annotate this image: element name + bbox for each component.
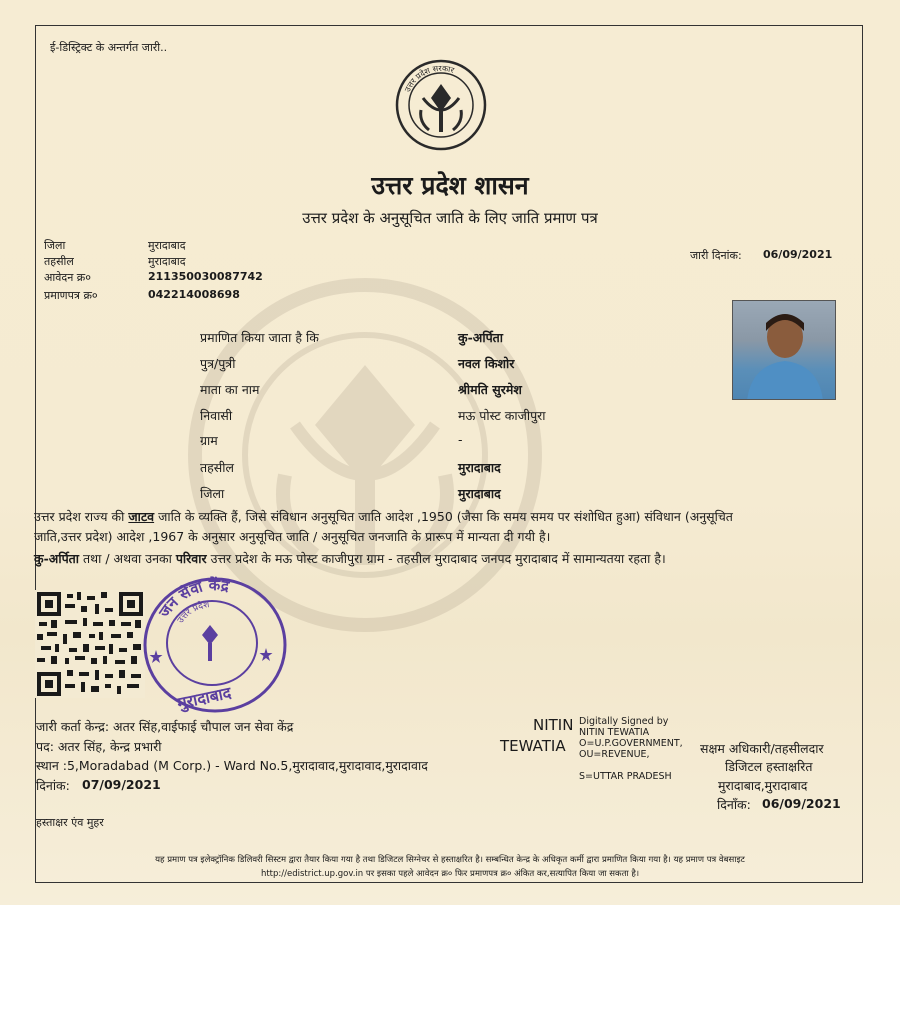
footer-note-line-2: http://edistrict.up.gov.in पर इसका पहले आवेदन क्र० फिर प्रमाणपत्र क्र० अंकित कर,सत्यापित किया जा सकता है। <box>260 869 640 879</box>
detail-value-village: - <box>458 432 463 447</box>
certificate-title: उत्तर प्रदेश शासन <box>371 171 529 200</box>
up-government-emblem <box>391 58 491 153</box>
detail-value-district: मुरादाबाद <box>458 486 501 501</box>
tehsil-label: तहसील <box>44 255 74 268</box>
signer-name-line-1: NITIN <box>533 716 574 734</box>
digital-signature-details <box>579 716 683 782</box>
detail-value-resident: मऊ पोस्ट काजीपुरा <box>458 408 546 423</box>
tehsil-value: मुरादाबाद <box>148 255 186 268</box>
svg-text:उत्तर प्रदेश सरकार <box>403 64 456 93</box>
header-note: ई-डिस्ट्रिक्ट के अन्तर्गत जारी.. <box>50 41 168 54</box>
application-number: 211350030087742 <box>148 270 263 283</box>
certificate-body-line-1 <box>34 507 834 527</box>
authority-date: 06/09/2021 <box>762 796 841 811</box>
authority-digital-sign: डिजिटल हस्ताक्षरित <box>725 759 813 774</box>
issuing-center: जारी कर्ता केन्द्र: अतर सिंह,वाईफाई चौपाल जन सेवा केंद्र <box>36 719 294 734</box>
certificate-body-line-3 <box>34 549 834 569</box>
authority-title: सक्षम अधिकारी/तहसीलदार <box>700 741 824 756</box>
issuer-place: स्थान :5,Moradabad (M Corp.) - Ward No.5,मुरादावाद,मुरादावाद,मुरादावाद <box>36 758 428 773</box>
signature-seal-label: हस्ताक्षर एंव मुहर <box>36 816 104 829</box>
issuer-post: पद: अतर सिंह, केन्द्र प्रभारी <box>36 739 162 754</box>
detail-value-tehsil: मुरादाबाद <box>458 460 501 475</box>
certificate-number: 042214008698 <box>148 288 240 301</box>
jan-seva-kendra-seal <box>140 573 290 718</box>
sig-line: NITIN TEWATIA <box>579 727 650 738</box>
emblem-text: उत्तर प्रदेश सरकार <box>402 63 456 94</box>
authority-date-label: दिनाँक: <box>717 797 751 812</box>
body-text: तथा / अथवा उनका <box>79 551 176 566</box>
issuer-date-label: दिनांक: <box>36 778 70 793</box>
sig-line: OU=REVENUE, <box>579 749 650 760</box>
body-text: जाति के व्यक्ति हैं, जिसे संविधान अनुसूचित जाति आदेश ,1950 (जैसा कि समय समय पर संशोधित हुआ) संविधान (अनुसूचित <box>154 509 733 524</box>
detail-label-resident: निवासी <box>200 408 233 423</box>
body-text: उत्तर प्रदेश के मऊ पोस्ट काजीपुरा ग्राम - तहसील मुरादाबाद जनपद मुरादाबाद में सामान्यतया रहता है। <box>206 551 666 566</box>
detail-label-district: जिला <box>200 486 225 501</box>
seal-inner-text: उत्तर प्रदेश <box>175 600 211 626</box>
certificate-body-line-2: जाति,उत्तर प्रदेश) आदेश ,1967 के अनुसार अनुसूचित जाति / अनुसूचित जनजाति के प्रारूप में मान्यता दी गयी है। <box>34 529 551 544</box>
family-word: परिवार <box>175 551 207 566</box>
issue-date-label: जारी दिनांक: <box>690 249 742 262</box>
detail-value-father: नवल किशोर <box>458 356 515 371</box>
footer-note-line-1: यह प्रमाण पत्र इलेक्ट्रॉनिक डिलिवरी सिस्टम द्वारा तैयार किया गया है तथा डिजिटल सिग्नेचर से हस्ताक्षरित है। सम्बन्धित केन्द्र के अधिकृत कर्मी द्वारा प्रमाणित किया गया है। यह प्रमाण पत्र वेबसाइट <box>155 855 745 865</box>
certificate-number-label: प्रमाणपत्र क्र० <box>44 289 98 302</box>
sig-line: S=UTTAR PRADESH <box>579 771 672 782</box>
detail-label-tehsil: तहसील <box>200 460 234 475</box>
detail-label-son-daughter: पुत्र/पुत्री <box>200 356 236 371</box>
signer-name-line-2: TEWATIA <box>500 737 566 755</box>
caste-name: जाटव <box>128 509 155 524</box>
certificate-subtitle: उत्तर प्रदेश के अनुसूचित जाति के लिए जाति प्रमाण पत्र <box>302 209 598 227</box>
applicant-photo <box>732 300 836 400</box>
issuer-date: 07/09/2021 <box>82 777 161 792</box>
district-value: मुरादाबाद <box>148 239 186 252</box>
authority-place: मुरादाबाद,मुरादाबाद <box>718 778 808 793</box>
detail-label-mother: माता का नाम <box>200 382 260 397</box>
sig-line <box>579 760 683 771</box>
detail-value-name: कु-अर्पिता <box>458 330 504 345</box>
detail-label-village: ग्राम <box>200 433 218 448</box>
seal-bottom-text: मुरादाबाद <box>175 682 233 713</box>
detail-value-mother: श्रीमति सुरमेश <box>458 382 522 397</box>
sig-line: O=U.P.GOVERNMENT, <box>579 738 683 749</box>
detail-label-certified: प्रमाणित किया जाता है कि <box>200 330 319 345</box>
application-label: आवेदन क्र० <box>44 271 91 284</box>
qr-code <box>35 590 145 698</box>
applicant-name: कु-अर्पिता <box>34 551 80 566</box>
sig-line: Digitally Signed by <box>579 716 669 727</box>
district-label: जिला <box>44 239 66 252</box>
seal-text: जन सेवा केंद्र <box>155 575 231 621</box>
body-text: उत्तर प्रदेश राज्य की <box>34 509 129 524</box>
issue-date: 06/09/2021 <box>763 248 833 261</box>
